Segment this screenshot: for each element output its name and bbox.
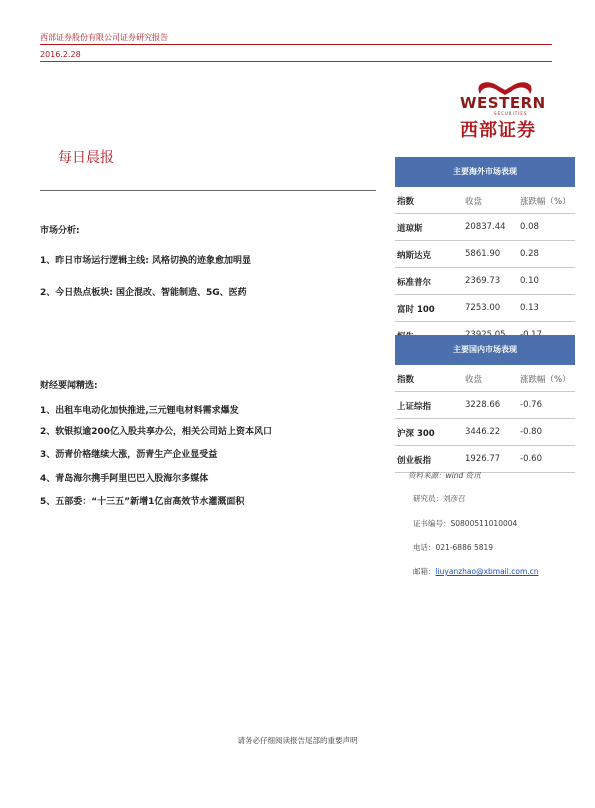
header-company: 西部证券股份有限公司证券研究报告: [40, 33, 168, 42]
close-value: 5861.90: [465, 249, 501, 259]
change-value: 0.13: [520, 303, 539, 313]
index-name: 沪深 300: [397, 429, 435, 439]
change-value: -0.60: [520, 454, 542, 464]
email-label: 邮箱：: [413, 567, 436, 576]
close-value: 7253.00: [465, 303, 501, 313]
market-analysis-item: 2、今日热点板块: 国企混改、智能制造、5G、医药: [40, 288, 247, 298]
news-item: 2、软银拟逾200亿入股共享办公，相关公司站上资本风口: [40, 427, 273, 437]
source-note: 资料来源：wind 资讯: [408, 471, 481, 480]
table-row: [395, 419, 575, 446]
analyst-name: 研究员：刘彦召: [413, 494, 466, 503]
market-analysis-heading: 市场分析:: [40, 226, 80, 236]
header-divider-2: [40, 61, 552, 62]
column-header: 涨跌幅（%）: [520, 197, 571, 207]
table-row: [395, 268, 575, 295]
news-item: 5、五部委：“十三五”新增1亿亩高效节水灌溉面积: [40, 497, 245, 507]
logo-chinese: 西部证券: [460, 120, 536, 141]
header-divider: [40, 44, 552, 45]
analyst-email-row: [413, 566, 539, 577]
report-title: 每日晨报: [58, 150, 114, 166]
index-name: 道琼斯: [397, 224, 423, 234]
news-item: 1、出租车电动化加快推进,三元锂电材料需求爆发: [40, 406, 239, 416]
table-row: [395, 446, 575, 473]
table-header-row: [395, 365, 575, 392]
column-header: 收盘: [465, 197, 483, 207]
table-row: [395, 241, 575, 268]
column-header: 涨跌幅（%）: [520, 375, 571, 385]
overseas-market-table: [395, 157, 575, 349]
table-row: [395, 295, 575, 322]
table-header-row: [395, 187, 575, 214]
table-row: [395, 214, 575, 241]
index-name: 标准普尔: [397, 278, 432, 288]
column-header: 指数: [397, 197, 415, 207]
close-value: 3446.22: [465, 427, 501, 437]
change-value: -0.80: [520, 427, 542, 437]
news-heading: 财经要闻精选:: [40, 381, 98, 391]
close-value: 2369.73: [465, 276, 501, 286]
column-header: 指数: [397, 375, 415, 385]
email-link[interactable]: liuyanzhao@xbmail.com.cn: [435, 567, 539, 576]
analyst-cert: 证书编号：S0800511010004: [413, 519, 518, 528]
company-logo: [458, 76, 552, 140]
index-name: 纳斯达克: [397, 251, 432, 261]
title-divider: [40, 190, 376, 191]
index-name: 富时 100: [397, 305, 435, 315]
domestic-table-title: 主要国内市场表现: [395, 335, 575, 365]
change-value: 0.28: [520, 249, 539, 259]
logo-english: WESTERN: [460, 94, 546, 112]
news-item: 4、青岛海尔携手阿里巴巴入股海尔多媒体: [40, 474, 209, 484]
index-name: 上证综指: [397, 402, 432, 412]
domestic-market-table: [395, 335, 575, 473]
header-date: 2016.2.28: [40, 50, 81, 59]
market-analysis-item: 1、昨日市场运行逻辑主线: 风格切换的迹象愈加明显: [40, 256, 251, 266]
change-value: 0.10: [520, 276, 539, 286]
column-header: 收盘: [465, 375, 483, 385]
analyst-phone: 电话：021-6886 5819: [413, 543, 494, 552]
table-row: [395, 392, 575, 419]
news-item: 3、沥青价格继续大涨，沥青生产企业显受益: [40, 450, 218, 460]
footer-disclaimer: 请务必仔细阅读报告尾部的重要声明: [237, 736, 358, 745]
close-value: 1926.77: [465, 454, 501, 464]
close-value: 20837.44: [465, 222, 506, 232]
overseas-table-title: 主要海外市场表现: [395, 157, 575, 187]
change-value: -0.76: [520, 400, 542, 410]
close-value: 3228.66: [465, 400, 501, 410]
index-name: 创业板指: [397, 456, 432, 466]
change-value: 0.08: [520, 222, 539, 232]
logo-subtitle: SECURITIES: [494, 111, 528, 116]
